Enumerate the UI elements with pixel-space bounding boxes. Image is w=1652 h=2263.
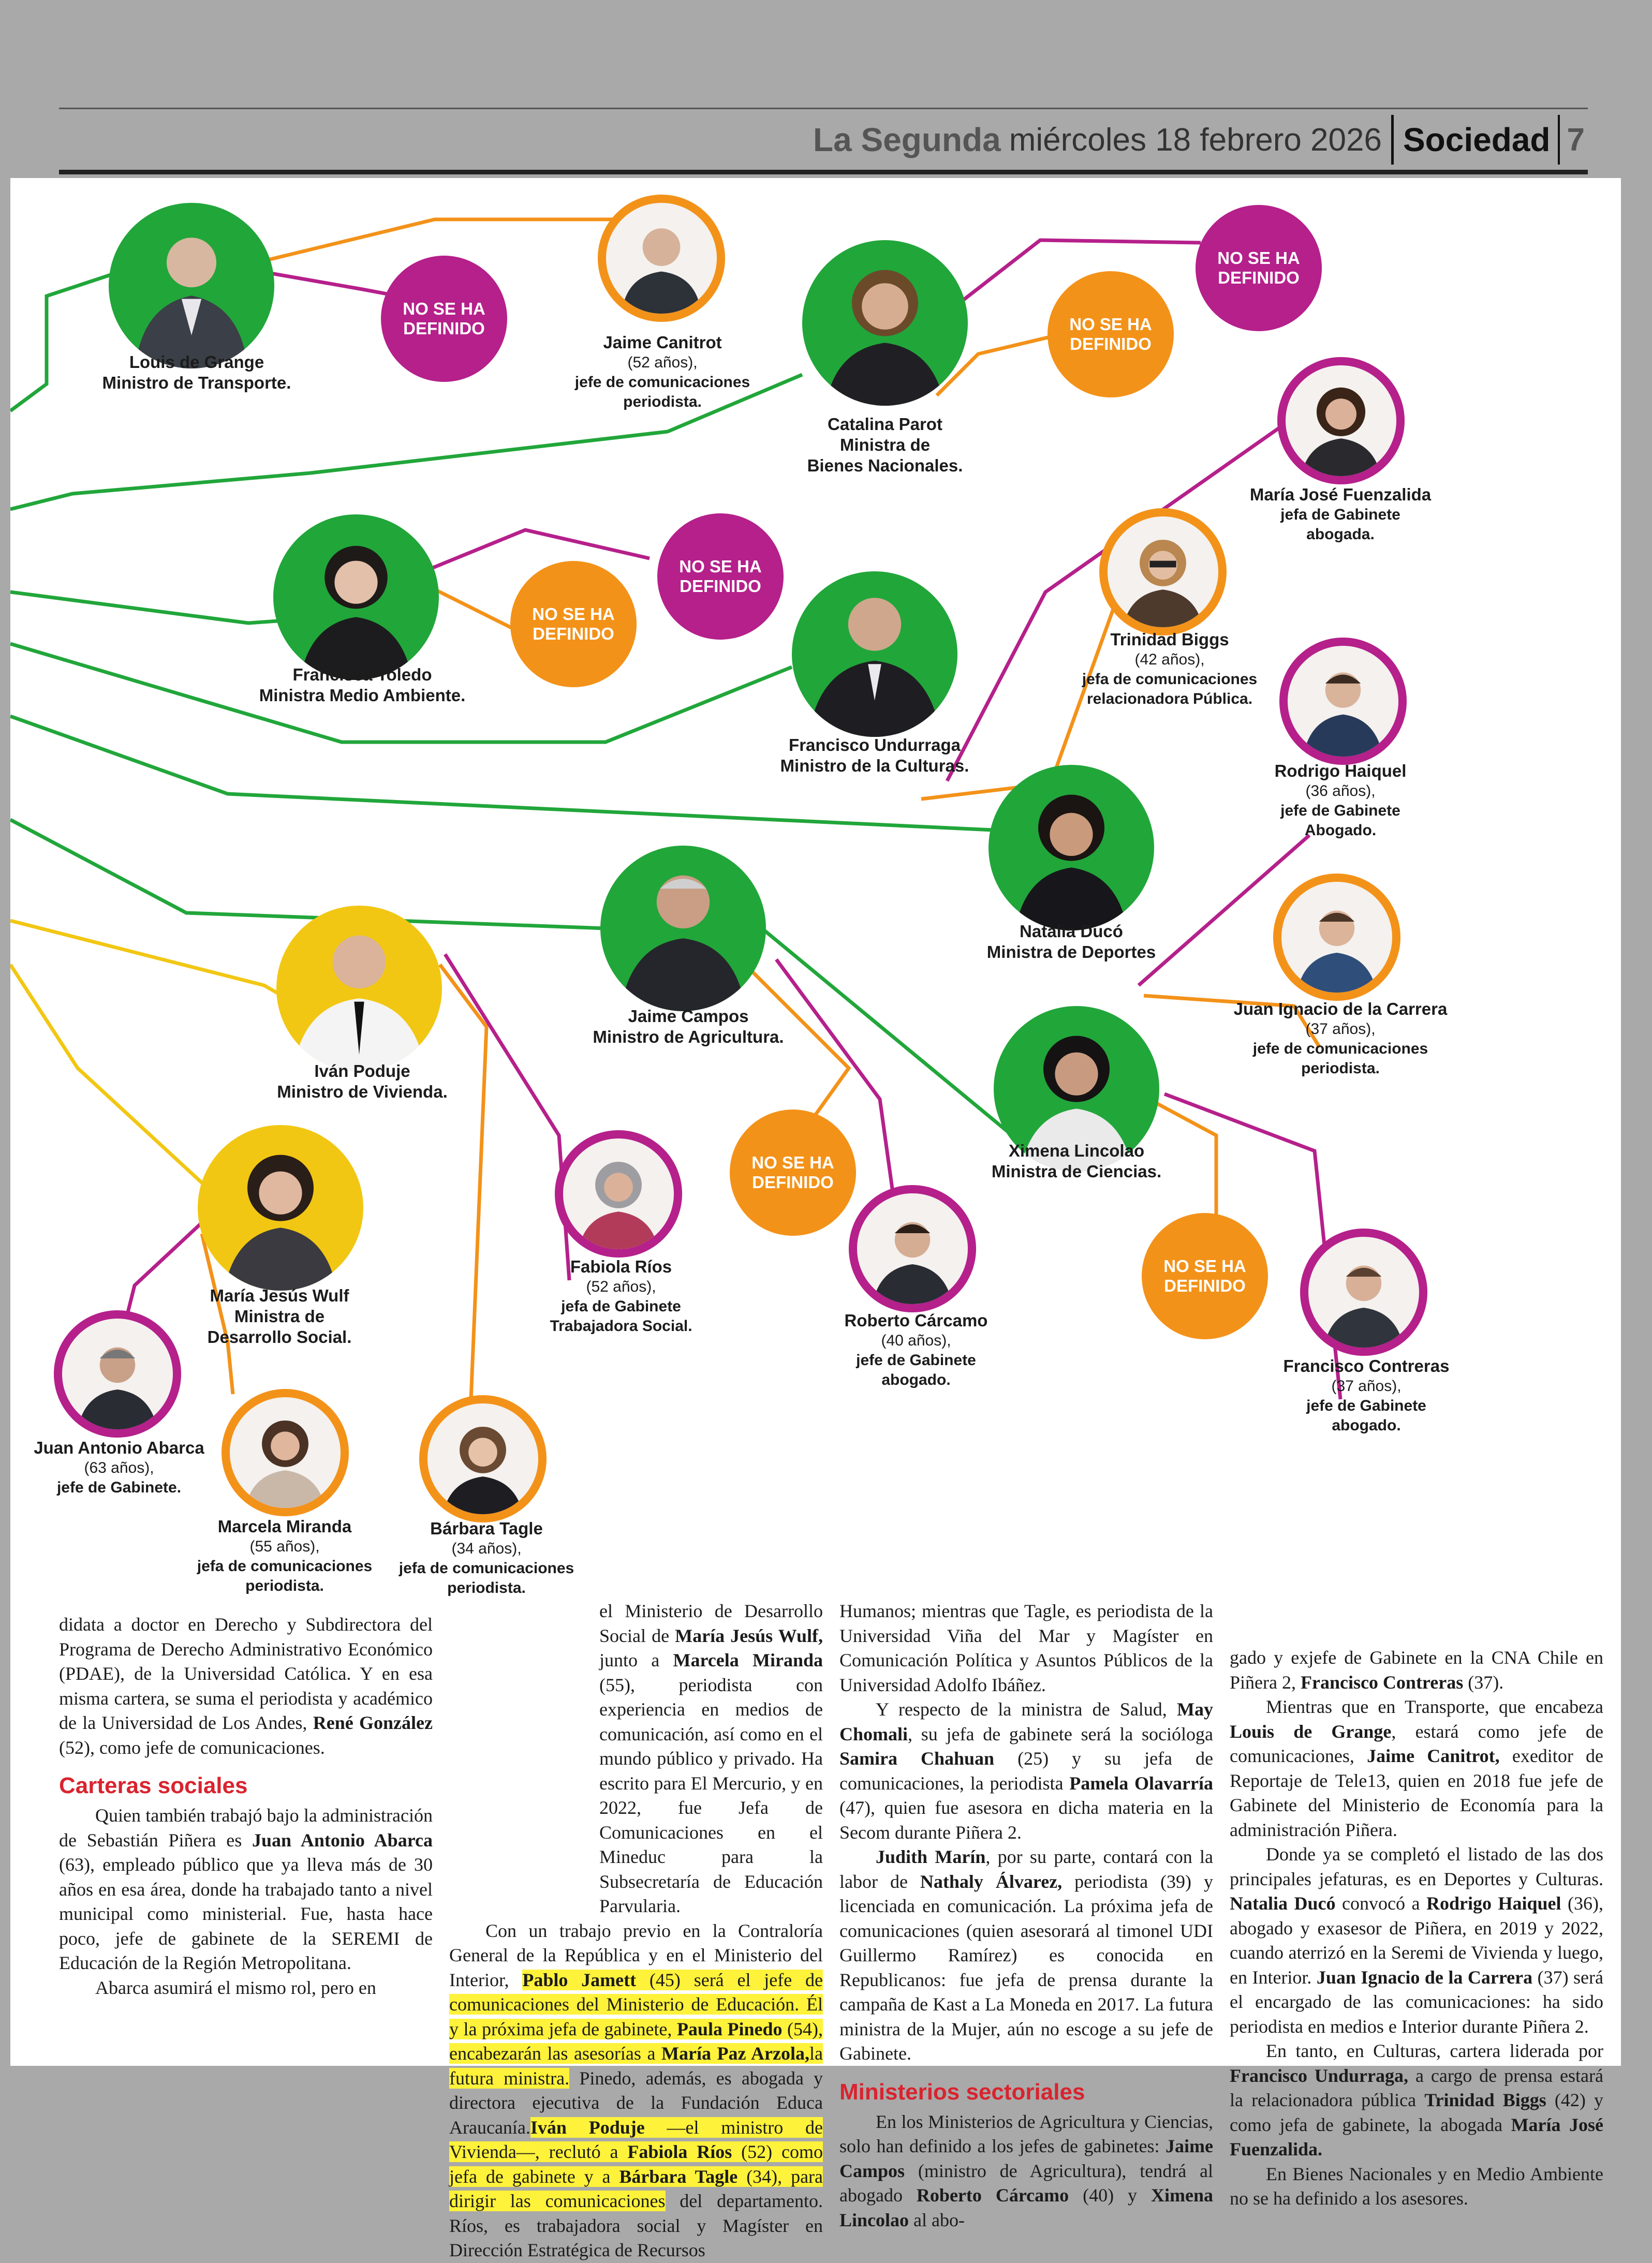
person-name: Ximena Lincolao [1008,1141,1145,1160]
person-role: Ministro de Vivienda. [277,1082,448,1101]
portrait-louis-de-grange [109,203,274,368]
person-age: (52 años), [627,354,698,371]
person-profession: abogado. [881,1371,951,1388]
caption-jaime-canitrot [549,332,776,412]
person-age: (37 años), [1331,1378,1402,1395]
portrait-francisca-toledo [273,514,439,680]
caption-rodrigo-haiquel [1216,761,1465,840]
person-profession: relacionadora Pública. [1086,690,1253,707]
person-name: Jaime Campos [628,1007,749,1026]
portrait-catalina-parot [802,240,968,406]
masthead-divider-2 [1558,115,1560,165]
undefined-bubble: NO SE HA DEFINIDO [1048,271,1174,397]
person-age: (42 años), [1134,651,1205,668]
line-purple-grange [259,271,404,297]
person-age: (40 años), [881,1332,951,1349]
person-role-2: Bienes Nacionales. [807,456,963,475]
bold-name: Natalia Ducó [1230,1893,1336,1914]
person-name: María José Fuenzalida [1249,485,1432,504]
caption-louis-de-grange [78,352,316,393]
person-name: Juan Antonio Abarca [34,1438,204,1457]
caption-francisca-toledo [228,664,497,706]
caption-marcela-miranda [171,1516,399,1596]
text-run: didata a doctor en Derecho y Subdirectora del Programa de Derecho Administrativo Económico (PDAE), de la Universidad Católica. Y en esa misma cartera, se suma el periodista y académico de la Universidad de Los Andes, [59,1614,433,1733]
text-run: el Ministerio de Desarrollo Social de [599,1601,823,1646]
bold-name: Juan Ignacio de la Carrera [1316,1966,1533,1988]
text-run: (25) y su jefa de comunicaciones, la periodista [839,1748,1213,1794]
person-age: (52 años), [586,1278,656,1295]
person-name: Francisca Toledo [292,665,432,684]
person-name: Trinidad Biggs [1110,630,1229,649]
person-profession: periodista. [245,1577,324,1594]
portrait-maria-jose-fuenzalida [1277,357,1405,484]
person-name: Francisco Contreras [1283,1356,1450,1375]
text-run: periodista (39) y licenciada en comunicación. La próxima jefa de comunicaciones (quien asesorará al timonel UDI Guillermo Ramírez) es conocida en Republicanos: fue jefa de prensa durante la campaña de Kast a La Moneda en 2017. La futura ministra de la Mujer, aún no escoge a su jefe de Gabinete. [839,1871,1213,2064]
paragraph [1230,2039,1603,2162]
text-run: la futura ministra. [449,2043,823,2089]
caption-jaime-campos [559,1006,818,1047]
text-run: En los Ministerios de Agricultura y Ciencias, solo han definido a los jefes de gabinetes: [839,2111,1213,2156]
text-run: Mientras que en Transporte, que encabeza [1266,1696,1603,1717]
caption-maria-jesus-wulf [160,1285,399,1348]
text-run: (45) será el jefe de comunicaciones del Ministerio de Educación. Él y la próxima jefa de gabinete, [449,1969,823,2039]
caption-maria-jose-fuenzalida [1216,484,1465,544]
line-yellow-wulf [10,965,212,1192]
person-role: jefe de Gabinete [856,1352,976,1369]
portrait-barbara-tagle [419,1395,547,1522]
person-profession: abogado. [1332,1417,1401,1434]
person-role: Ministra Medio Ambiente. [259,686,466,705]
text-run: (63), empleado público que ya lleva más de 30 años en esa área, donde ha trabajado tanto a nivel municipal como ministerial. Fue, hasta hace poco, jefe de gabinete de la SEREMI de Educación de la Región Metropolitana. [59,1854,433,1973]
bold-name: Roberto Cárcamo [916,2185,1069,2206]
person-profession: periodista. [1301,1060,1380,1077]
person-role: jefa de comunicaciones [399,1560,574,1577]
text-run: , por su parte, contará con la labor de [839,1846,1213,1892]
person-profession: Abogado. [1304,822,1377,839]
person-role: jefa de comunicaciones [197,1558,373,1575]
bold-name: María Jesús Wulf, [675,1625,823,1646]
page-paper [10,178,1621,2260]
portrait-rodrigo-haiquel [1279,638,1407,765]
caption-roberto-carcamo [797,1310,1035,1390]
paragraph [449,1919,823,2263]
bold-name: Fabiola Ríos [627,2141,732,2162]
text-run: (42) y como jefa de gabinete, la abogada [1230,2090,1603,2135]
text-run: (52) como jefa de gabinete y a [449,2141,823,2187]
person-name: Francisco Undurraga [789,735,961,755]
text-run: (37) será el encargado de las comunicaciones: ha sido periodista en medios e Interior durante Piñera 2. [1230,1966,1603,2037]
header-rule-top [59,108,1588,109]
caption-trinidad-biggs [1045,629,1294,709]
person-name: María Jesús Wulf [210,1286,349,1305]
portrait-jaime-campos [600,846,766,1011]
text-run: —el ministro de Vivienda—, reclutó a [449,2117,823,2162]
line-purple-toledo [411,530,650,576]
paragraph [59,1976,433,2001]
article-column-1 [59,1613,433,2000]
line-orange-grange [264,219,631,261]
paragraph [839,2110,1213,2233]
person-role-2: Desarrollo Social. [207,1327,352,1347]
person-name: Iván Poduje [314,1061,410,1081]
line-green-toledo [10,592,285,623]
paragraph [1230,1695,1603,1842]
paragraph [59,1803,433,1976]
portrait-natalia-duco [989,765,1154,930]
text-run: Humanos; mientras que Tagle, es periodista de la Universidad Viña del Mar y Magíster en Comunicación Política y Asuntos Públicos de la Universidad Adolfo Ibáñez. [839,1601,1213,1695]
page-number: 7 [1567,122,1585,158]
bold-name: Paula Pinedo [676,2018,783,2039]
person-age: (34 años), [451,1540,522,1557]
publication-name: La Segunda [813,121,1001,158]
text-run: (37). [1463,1672,1504,1693]
text-run: En Bienes Nacionales y en Medio Ambiente no se ha definido a los asesores. [1230,2163,1603,2209]
paragraph [1230,2162,1603,2211]
text-run: exeditor de Reportaje de Tele13, quien en 2018 fue jefe de Gabinete del Ministerio de Economía para la administración Piñera. [1230,1746,1603,1840]
text-run: al abo- [909,2209,965,2230]
text-run: (34), para dirigir las comunicaciones [449,2166,823,2211]
person-profession: periodista. [447,1579,526,1596]
text-run: (55), periodista con experiencia en medios de comunicación, así como en el mundo público y privado. Ha escrito para El Mercurio, y en 2022, fue Jefa de Comunicaciones en el Mineduc para la Subsecretaría de Educación Parvularia. [599,1674,823,1916]
bold-name: Juan Antonio Abarca [252,1829,433,1851]
paragraph [839,1845,1213,2066]
undefined-bubble: NO SE HA DEFINIDO [510,561,637,687]
person-profession: Trabajadora Social. [550,1318,692,1335]
portrait-maria-jesus-wulf [198,1125,363,1291]
paragraph [839,1599,1213,1697]
person-name: Marcela Miranda [217,1517,352,1536]
portrait-roberto-carcamo [849,1185,976,1312]
text-run: gado y exjefe de Gabinete en la CNA Chile en Piñera 2, [1230,1647,1603,1693]
person-age: (36 años), [1305,782,1376,800]
text-run: del departamento. Ríos, es trabajadora social y Magíster en Dirección Estratégica de Recursos [449,2191,823,2260]
text-run: junto a [599,1650,673,1670]
text-run: Pinedo, además, es abogada y directora ejecutiva de la Fundación Educa Araucanía. [449,2067,823,2138]
bold-name: Pablo Jamett [522,1969,637,1990]
caption-natalia-duco [942,921,1201,963]
portrait-trinidad-biggs [1099,508,1227,635]
bold-name: Samira Chahuan [839,1748,995,1769]
bold-name: Jaime Canitrot, [1367,1746,1500,1766]
caption-fabiola-rios [507,1256,735,1336]
bold-name: Francisco Contreras [1300,1672,1464,1693]
person-name: Juan Ignacio de la Carrera [1233,999,1448,1018]
person-role: jefe de comunicaciones [1252,1040,1428,1057]
bold-name: Iván Poduje [530,2117,645,2138]
bold-name: María José Fuenzalida. [1230,2114,1603,2160]
undefined-bubble: NO SE HA DEFINIDO [1196,205,1322,331]
bold-name: Francisco Undurraga, [1230,2065,1408,2086]
portrait-francisco-contreras [1300,1229,1427,1356]
portrait-fabiola-rios [555,1130,682,1258]
text-run: (36), abogado y exasesor de Piñera, en 2019 y 2022, cuando aterrizó en la Seremi de Vivienda y luego, en Interior. [1230,1893,1603,1988]
person-role: jefa de Gabinete [561,1298,681,1315]
bold-name: Louis de Grange [1230,1721,1392,1742]
article-column-4 [1230,1646,1603,2211]
portrait-marcela-miranda [222,1389,349,1516]
undefined-bubble: NO SE HA DEFINIDO [381,256,507,382]
person-name: Natalia Ducó [1020,922,1123,941]
subheading-carteras-sociales: Carteras sociales [59,1773,248,1798]
article-column-2 [449,1599,823,2263]
person-profession: periodista. [623,393,702,410]
portrait-juan-ignacio-de-la-carrera [1273,874,1400,1001]
header-rule-bottom [59,170,1588,174]
bold-name: Pamela Olavarría [1069,1772,1213,1794]
person-role: Ministro de Agricultura. [593,1027,784,1046]
person-name: Roberto Cárcamo [844,1311,988,1330]
person-role: Ministra de Deportes [986,942,1156,962]
person-role: Ministra de [839,435,931,454]
undefined-bubble: NO SE HA DEFINIDO [657,513,784,640]
person-name: Rodrigo Haiquel [1274,761,1407,780]
text-run: Y respecto de la ministra de Salud, [876,1699,1177,1720]
bold-name: May Chomali [839,1699,1213,1744]
bold-name: Trinidad Biggs [1424,2090,1546,2110]
person-name: Louis de Grange [129,352,264,372]
subheading-ministerios-sectoriales: Ministerios sectoriales [839,2079,1085,2105]
portrait-francisco-undurraga [792,571,957,737]
person-age: (63 años), [84,1459,154,1476]
caption-catalina-parot [766,414,1004,476]
text-run: (47), quien fue asesora en dicha materia en la Secom durante Piñera 2. [839,1797,1213,1843]
bold-name: María Paz Arzola, [661,2043,810,2064]
article-column-3 [839,1599,1213,2232]
text-run: En tanto, en Culturas, cartera liderada por [1266,2040,1603,2061]
paragraph [1230,1842,1603,2039]
person-role: Ministra de [234,1307,325,1326]
paragraph [839,1697,1213,1845]
portrait-juan-antonio-abarca [54,1310,181,1438]
text-run: Abarca asumirá el mismo rol, pero en [95,1977,376,1998]
bold-name: Ximena Lincolao [839,2185,1213,2230]
text-run: Con un trabajo previo en la Contraloría General de la República y en el Ministerio del Interior, [449,1920,823,1990]
issue-date: miércoles 18 febrero 2026 [1009,122,1382,158]
person-age: (37 años), [1305,1020,1376,1038]
person-name: Fabiola Ríos [570,1257,672,1276]
text-run: convocó a [1335,1893,1426,1914]
section-name: Sociedad [1403,121,1551,158]
bold-name: Rodrigo Haiquel [1426,1893,1561,1914]
text-run: Quien también trabajó bajo la administración de Sebastián Piñera es [59,1805,433,1851]
undefined-bubble: NO SE HA DEFINIDO [730,1110,856,1236]
person-profession: abogada. [1306,526,1375,543]
bold-name: René González [313,1712,433,1733]
person-role: jefe de comunicaciones [574,374,750,391]
paragraph [599,1599,823,1919]
person-role: jefa de Gabinete [1280,506,1400,523]
bold-name: Judith Marín [876,1846,986,1867]
line-purple-campos [445,954,569,1280]
caption-francisco-contreras [1242,1356,1491,1436]
line-yellow-poduje [10,921,300,1006]
bold-name: Bárbara Tagle [619,2166,738,2187]
text-run: , estará como jefe de comunicaciones, [1230,1721,1603,1766]
person-role: jefe de Gabinete. [56,1479,182,1496]
person-role: jefa de comunicaciones [1082,671,1258,688]
person-name: Catalina Parot [828,415,942,434]
text-run: (40) y [1069,2185,1151,2206]
text-run: a cargo de prensa estará la relacionadora pública [1230,2065,1603,2110]
person-role: jefe de Gabinete [1280,802,1400,819]
person-name: Bárbara Tagle [430,1519,543,1538]
bold-name: Marcela Miranda [673,1650,823,1670]
portrait-ivan-poduje [276,906,442,1071]
text-run: (54), encabezarán las asesorías a [449,2018,823,2064]
caption-juan-ignacio-de-la-carrera [1196,999,1485,1078]
text-run: (ministro de Agricultura), tendrá al abogado [839,2160,1213,2206]
text-run: Donde ya se completó el listado de las dos principales jefaturas, es en Deportes y Culturas. [1230,1844,1603,1889]
masthead [813,113,1585,167]
paragraph [59,1613,433,1760]
person-name: Jaime Canitrot [603,333,722,352]
paragraph [1230,1646,1603,1695]
bold-name: Nathaly Álvarez, [920,1871,1063,1892]
caption-barbara-tagle [383,1518,590,1598]
bold-name: Jaime Campos [839,2136,1213,2181]
masthead-divider [1391,115,1394,165]
person-age: (55 años), [249,1538,320,1555]
person-role: jefe de Gabinete [1306,1397,1426,1414]
caption-juan-antonio-abarca [10,1438,228,1498]
caption-ivan-poduje [238,1061,486,1102]
caption-ximena-lincolao [947,1141,1206,1182]
person-role: Ministra de Ciencias. [991,1162,1162,1181]
undefined-bubble: NO SE HA DEFINIDO [1142,1213,1268,1339]
text-run: (52), como jefe de comunicaciones. [59,1737,325,1758]
person-role: Ministro de la Culturas. [780,756,969,775]
caption-francisco-undurraga [745,735,1004,776]
text-run: , su jefa de gabinete será la socióloga [908,1723,1213,1744]
line-orange-poduje [440,965,486,1399]
portrait-jaime-canitrot [598,195,725,322]
person-role: Ministro de Transporte. [102,373,291,392]
